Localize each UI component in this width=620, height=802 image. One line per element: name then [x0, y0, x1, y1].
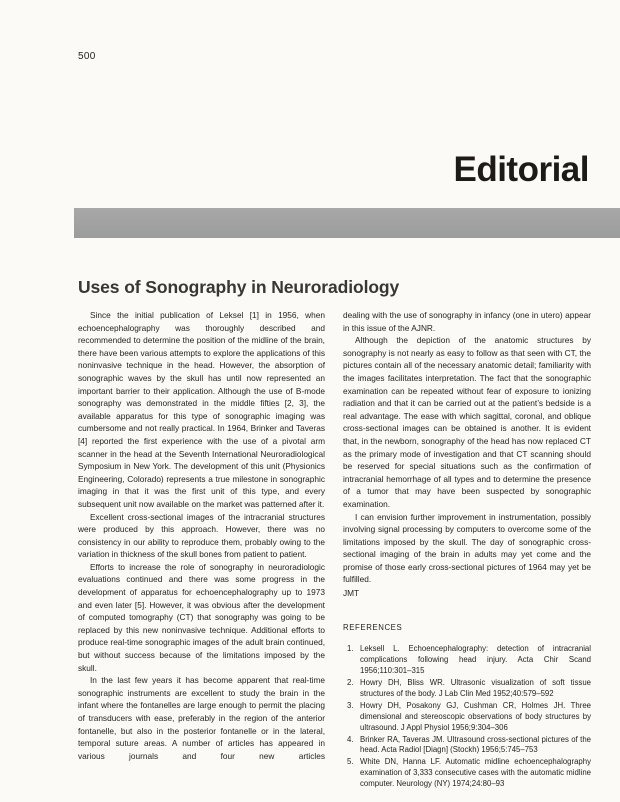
references-heading: REFERENCES	[343, 622, 403, 632]
section-title: Editorial	[453, 150, 589, 189]
paragraph: dealing with the use of sonography in infancy (one in utero) appear in this issue of the AJNR.	[343, 310, 591, 333]
author-signature: JMT	[343, 588, 360, 599]
reference-text: Brinker RA, Taveras JM. Ultrasound cross-sectional pictures of the head. Acta Radiol [Diagn] (Stockh) 1956;5:745–753	[360, 734, 591, 755]
reference-item	[343, 701, 591, 734]
paragraph: Efforts to increase the role of sonography in neuroradiologic evaluations continued and there was some progress in the development of apparatus for echoencephalography up to 1973 and even later [5]. However, it was obvious after the development of computed tomography (CT) that sonography was going to be replaced by this new noninvasive technique. Additional efforts to produce real-time sonographic images of the adult brain continued, but without success because of the limitations imposed by the skull.	[78, 561, 325, 673]
reference-number: 3.	[347, 700, 354, 710]
reference-number: 2.	[347, 677, 354, 687]
header-band	[74, 208, 620, 238]
page-number: 500	[78, 51, 96, 62]
reference-item	[343, 644, 591, 677]
reference-text: Howry DH, Posakony GJ, Cushman CR, Holmes JH. Three dimensional and stereoscopic observations of body structures by ultrasound. J Appl Physiol 1956;9:304–306	[360, 700, 591, 732]
reference-list	[343, 644, 591, 790]
reference-item	[343, 757, 591, 790]
reference-number: 5.	[347, 757, 354, 767]
paragraph: I can envision further improvement in instrumentation, possibly involving signal processing by computers to overcome some of the limitations imposed by the skull. The day of sonographic cross-sectional imaging of the brain in adults may yet come and the promise of those early cross-sectional pictures of 1964 may yet be fulfilled.	[343, 511, 591, 585]
paragraph: Since the initial publication of Leksel [1] in 1956, when echoencephalography was thoroughly described and recommended to determine the position of the midline of the brain, there have been various attempts to explore the applications of this noninvasive technique in the head. However, the absorption of sonographic waves by the skull has until now represented an important barrier to their application. Although the use of B-mode sonography was demonstrated in the middle fifties [2, 3], the available apparatus for this type of sonographic imaging was cumbersome and not really practical. In 1964, Brinker and Taveras [4] reported the first experience with the use of a pivotal arm scanner in the head at the Seventh International Neuroradiological Symposium in New York. The development of this unit (Physionics Engineering, Colorado) represents a true milestone in sonographic imaging in that it was the first unit of this type, and every subsequent unit now available on the market was patterned after it.	[78, 310, 325, 509]
reference-number: 1.	[347, 644, 354, 654]
reference-text: White DN, Hanna LF. Automatic midline echoencephalography examination of 3,333 consecutive cases with the automatic midline computer. Neurology (NY) 1974;24:80–93	[360, 757, 591, 789]
reference-text: Leksell L. Echoencephalography: detection of intracranial complications following head injury. Acta Chir Scand 1956;110:301–315	[360, 644, 591, 676]
article-title: Uses of Sonography in Neuroradiology	[78, 277, 400, 297]
reference-text: Howry DH, Bliss WR. Ultrasonic visualization of soft tissue structures of the body. J Lab Clin Med 1952;40:579–592	[360, 677, 591, 698]
reference-item	[343, 735, 591, 757]
paragraph: Excellent cross-sectional images of the intracranial structures were produced by this approach. However, there was no consistency in our ability to reproduce them, probably owing to the variation in thickness of the skull bones from patient to patient.	[78, 511, 325, 560]
paragraph: In the last few years it has become apparent that real-time sonographic instruments are excellent to study the brain in the infant where the fontanelles are large enough to permit the placing of transducers with ease, preferably in the region of the anterior fontanelle, but also in the posterior fontanelle or in the lateral, temporal suture areas. A number of articles has appeared in various journals and four new articles	[78, 675, 325, 761]
reference-item	[343, 678, 591, 700]
paragraph: Although the depiction of the anatomic structures by sonography is not nearly as easy to follow as that seen with CT, the pictures contain all of the necessary anatomic detail; familiarity with the images facilitates interpretation. The fact that the sonographic examination can be repeated without fear of exposure to ionizing radiation and that it can be carried out at the patient’s bedside is a real advantage. The ease with which sagittal, coronal, and oblique cross-sectional images can be obtained is another. It is evident that, in the newborn, sonography of the head has now replaced CT as the primary mode of investigation and that CT scanning should be reserved for special situations such as the confirmation of intracranial hemorrhage of all types and to determine the presence of a tumor that may have been suspected by sonographic examination.	[343, 335, 591, 509]
right-column	[343, 309, 591, 791]
reference-number: 4.	[347, 734, 354, 744]
left-column	[78, 309, 325, 762]
